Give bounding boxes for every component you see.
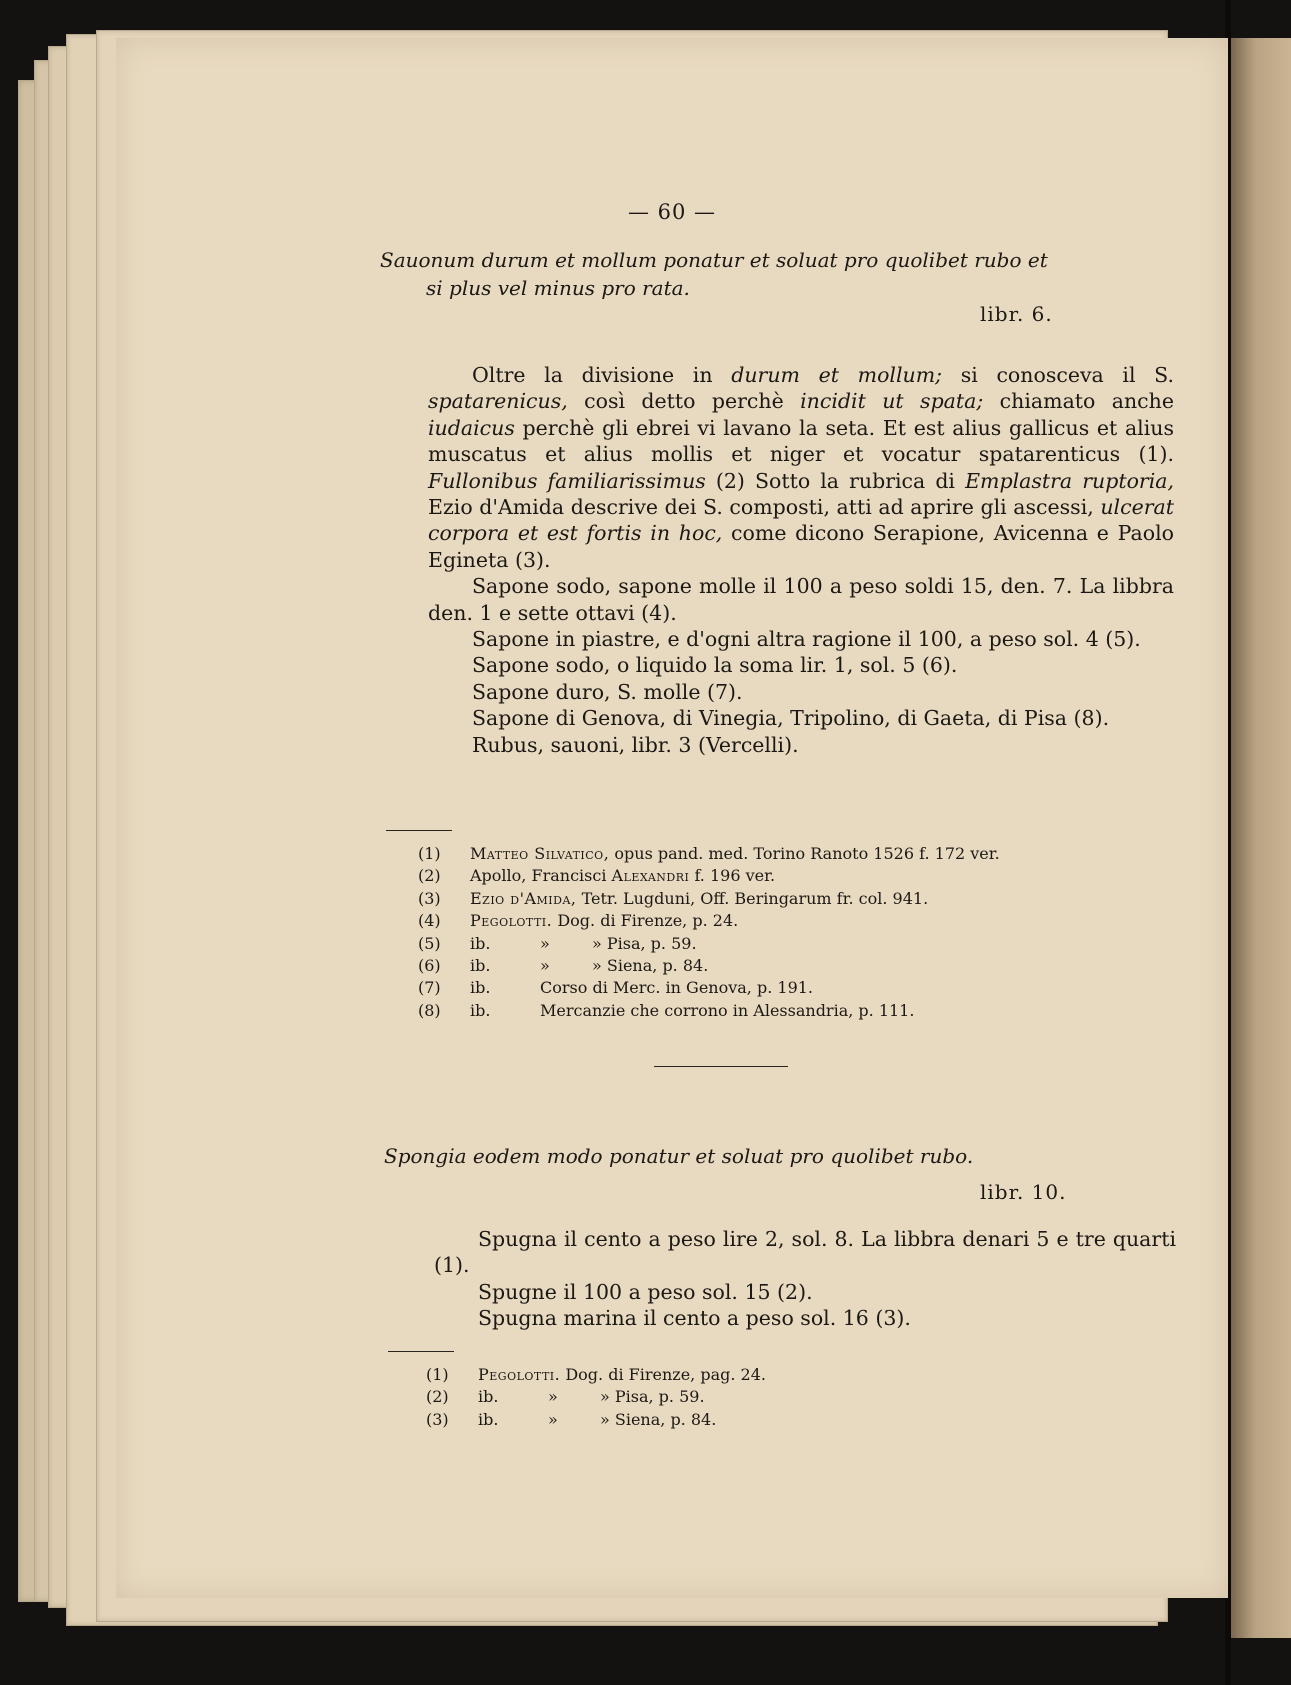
footnote bbox=[426, 1386, 1126, 1408]
text-run: si conosceva il S. bbox=[942, 363, 1174, 387]
paragraph: Sapone sodo, sapone molle il 100 a peso soldi 15, den. 7. La libbra den. 1 e sette ottavi (4). bbox=[428, 574, 1174, 625]
text-run: (2) Sotto la rubrica di bbox=[705, 468, 966, 493]
commentary-body bbox=[428, 362, 1174, 758]
text-run: come dicono Serapione, Avicenna e Paolo Egineta (3). bbox=[428, 521, 1174, 572]
footnote-ditto: » bbox=[540, 933, 550, 953]
text-run: Oltre la divisione in bbox=[472, 363, 732, 387]
paragraph: Spugne il 100 a peso sol. 15 (2). bbox=[478, 1279, 813, 1304]
section-divider bbox=[654, 1066, 788, 1067]
footnote-author: Ezio d'Amida, bbox=[470, 888, 577, 908]
footnote-text: Dog. di Firenze, pag. 24. bbox=[560, 1365, 766, 1384]
footnote-text: Dog. di Firenze, p. 24. bbox=[552, 911, 739, 931]
text-run: chiamato anche bbox=[983, 389, 1174, 414]
next-page-edge bbox=[1231, 38, 1291, 1638]
paragraph: Spugna il cento a peso lire 2, sol. 8. La libbra denari 5 e tre quarti (1). bbox=[434, 1227, 1176, 1278]
footnote-number: (1) bbox=[426, 1365, 449, 1384]
commentary-body bbox=[434, 1226, 1176, 1332]
page-content bbox=[116, 38, 1228, 1598]
paragraph: Sapone di Genova, di Vinegia, Tripolino, di Gaeta, di Pisa (8). bbox=[472, 706, 1110, 731]
text-run-italic: Emplastra ruptoria, bbox=[965, 468, 1175, 493]
footnote bbox=[418, 977, 1178, 999]
footnote-ibid: ib. bbox=[470, 956, 491, 976]
footnote-number: (2) bbox=[426, 1387, 449, 1407]
footnote-ibid: ib. bbox=[470, 978, 491, 998]
text-run-italic: spatarenicus, bbox=[428, 389, 568, 414]
footnote-ditto: » bbox=[540, 956, 550, 976]
footnote bbox=[418, 865, 1178, 887]
footnotes-section1 bbox=[418, 843, 1178, 1022]
footnote-author: Alexandri bbox=[611, 866, 690, 886]
footnote-number: (6) bbox=[418, 956, 441, 976]
footnote-author: Pegolotti. bbox=[470, 911, 553, 931]
page-number: — 60 — bbox=[627, 200, 717, 224]
text-run: Ezio d'Amida descrive dei S. composti, atti ad aprire gli ascessi, bbox=[428, 495, 1101, 520]
footnote-rule bbox=[388, 1351, 454, 1352]
footnote-number: (5) bbox=[418, 933, 441, 953]
paragraph: Rubus, sauoni, libr. 3 (Vercelli). bbox=[472, 732, 799, 757]
paragraph: Spugna marina il cento a peso sol. 16 (3). bbox=[478, 1306, 911, 1331]
text-run-italic: iudaicus bbox=[428, 415, 515, 440]
text-run-italic: incidit ut spata; bbox=[800, 389, 984, 414]
footnote bbox=[418, 933, 1178, 955]
footnote-text: Tetr. Lugduni, Off. Beringarum fr. col. 941. bbox=[576, 888, 929, 908]
footnote-number: (3) bbox=[418, 888, 441, 908]
footnote bbox=[418, 955, 1178, 977]
footnote-text: » Siena, p. 84. bbox=[592, 956, 709, 976]
section-heading-sauonum bbox=[380, 246, 1180, 302]
paragraph: Sapone duro, S. molle (7). bbox=[472, 679, 743, 704]
footnote bbox=[426, 1409, 1126, 1431]
footnote-ibid: ib. bbox=[478, 1409, 499, 1429]
footnote-number: (4) bbox=[418, 911, 441, 931]
footnote-text: Apollo, Francisci bbox=[470, 866, 612, 886]
footnote bbox=[418, 843, 1178, 865]
heading-line: Sauonum durum et mollum ponatur et soluat pro quolibet rubo et bbox=[380, 248, 1048, 272]
tariff-price: libr. 10. bbox=[980, 1180, 1067, 1204]
paragraph: Sapone sodo, o liquido la soma lir. 1, sol. 5 (6). bbox=[472, 653, 958, 678]
footnote-ditto: » bbox=[548, 1409, 558, 1429]
footnote-rule bbox=[386, 830, 452, 831]
footnote-ibid: ib. bbox=[470, 1000, 491, 1020]
footnote-number: (8) bbox=[418, 1000, 441, 1020]
section-heading-spongia: Spongia eodem modo ponatur et soluat pro quolibet rubo. bbox=[384, 1144, 974, 1168]
footnote-ditto: » bbox=[548, 1387, 558, 1407]
footnote-number: (2) bbox=[418, 866, 441, 886]
footnote-number: (7) bbox=[418, 978, 441, 998]
footnote-text: opus pand. med. Torino Ranoto 1526 f. 172 ver. bbox=[609, 844, 1000, 863]
footnote-text: » Pisa, p. 59. bbox=[592, 933, 697, 953]
footnotes-section2 bbox=[426, 1364, 1126, 1431]
footnote bbox=[426, 1364, 1126, 1386]
footnote-text: » Pisa, p. 59. bbox=[600, 1387, 705, 1407]
tariff-price: libr. 6. bbox=[980, 302, 1053, 326]
book-page bbox=[116, 38, 1228, 1598]
text-run: perchè gli ebrei vi lavano la seta. Et est alius gallicus et alius muscatus et alius mollis et niger et vocatur spatarenticus (1). bbox=[428, 415, 1174, 467]
footnote-ibid: ib. bbox=[478, 1387, 499, 1407]
text-run-italic: Fullonibus familiarissimus bbox=[428, 468, 706, 493]
footnote-text: Mercanzie che corrono in Alessandria, p. 111. bbox=[540, 1000, 915, 1020]
text-run-italic: ulcerat corpora et est fortis in hoc, bbox=[428, 495, 1174, 546]
footnote bbox=[418, 888, 1178, 910]
text-run-italic: durum et mollum; bbox=[731, 363, 943, 387]
footnote-author: Pegolotti. bbox=[478, 1365, 561, 1384]
paragraph: Sapone in piastre, e d'ogni altra ragione il 100, a peso sol. 4 (5). bbox=[472, 627, 1141, 652]
footnote-number: (1) bbox=[418, 844, 441, 863]
footnote-ibid: ib. bbox=[470, 933, 491, 953]
footnote-number: (3) bbox=[426, 1409, 449, 1429]
footnote-author: Matteo Silvatico, bbox=[470, 844, 610, 863]
footnote-text: Corso di Merc. in Genova, p. 191. bbox=[540, 978, 814, 998]
paragraph bbox=[428, 362, 1174, 573]
text-run: così detto perchè bbox=[567, 389, 801, 414]
footnote-text: f. 196 ver. bbox=[689, 866, 776, 886]
heading-line: si plus vel minus pro rata. bbox=[426, 276, 690, 300]
footnote bbox=[418, 910, 1178, 932]
footnote-text: » Siena, p. 84. bbox=[600, 1409, 717, 1429]
footnote bbox=[418, 1000, 1178, 1022]
